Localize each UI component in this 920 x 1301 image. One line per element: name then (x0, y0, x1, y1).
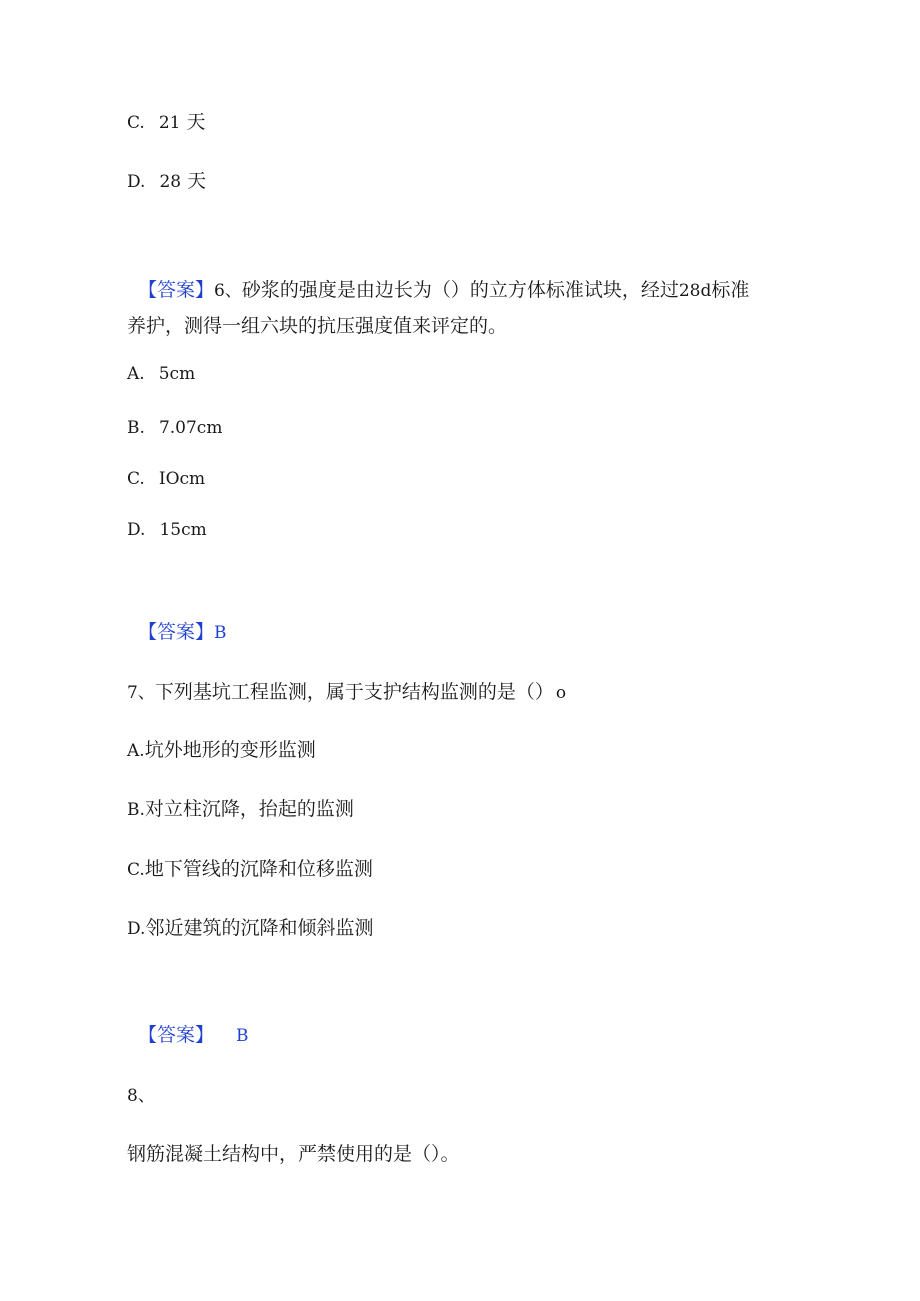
q6-option-c (127, 466, 205, 491)
option-letter: B. (127, 800, 145, 820)
question-stem: 钢筋混凝土结构中，严禁使用的是（）。 (127, 1143, 460, 1165)
answer-label: 【答案】 (138, 1024, 215, 1046)
option-letter: C. (127, 860, 145, 880)
option-letter: C. (127, 469, 145, 489)
q5-option-d (127, 169, 206, 194)
q6-option-b (127, 415, 222, 440)
question-stem-number: 28d (678, 281, 712, 301)
question-number: 7、 (127, 683, 155, 703)
option-unit: 天 (186, 111, 206, 133)
question-stem: 下列基坑工程监测，属于支护结构监测的是（） (154, 681, 554, 703)
option-text: 5cm (158, 364, 196, 384)
option-text: 邻近建筑的沉降和倾斜监测 (145, 917, 374, 939)
q6-stem-line1 (138, 278, 749, 303)
option-letter: C. (127, 113, 145, 133)
q7-stem (127, 680, 566, 705)
option-text: 7.07cm (158, 418, 223, 438)
q5-option-c (127, 110, 206, 135)
option-text: 地下管线的沉降和位移监测 (144, 858, 373, 880)
q7-option-a (127, 738, 316, 763)
option-value: 21 (158, 113, 181, 133)
answer-label: 【答案】 (138, 621, 215, 643)
q7-option-b (127, 797, 354, 822)
question-stem-end: 标准 (711, 279, 750, 301)
answer-value: B (214, 623, 227, 643)
q7-option-d (127, 916, 373, 941)
q7-answer (138, 1023, 249, 1048)
option-text: 对立柱沉降，抬起的监测 (144, 798, 354, 820)
q6-option-d (127, 517, 207, 542)
option-letter: B. (127, 418, 145, 438)
answer-tag: 【答案】 (138, 279, 215, 301)
option-text: 15cm (159, 520, 207, 540)
answer-value: B (236, 1026, 249, 1046)
option-letter: A. (127, 364, 145, 384)
option-letter: A. (127, 741, 145, 761)
q6-answer (138, 620, 227, 645)
option-value: 28 (159, 172, 182, 192)
question-number: 6、 (214, 281, 242, 301)
question-stem-tail: o (555, 683, 567, 703)
question-number: 8、 (127, 1086, 155, 1106)
question-stem: 养护，测得一组六块的抗压强度值来评定的。 (127, 315, 508, 337)
q6-option-a (127, 361, 195, 386)
q8-number (127, 1083, 155, 1108)
q8-stem (127, 1142, 460, 1166)
option-letter: D. (127, 919, 146, 939)
option-unit: 天 (187, 170, 207, 192)
question-stem: 砂浆的强度是由边长为（）的立方体标准试块，经过 (241, 279, 679, 301)
option-text: IOcm (158, 469, 206, 489)
option-letter: D. (127, 172, 146, 192)
q6-stem-line2 (127, 314, 507, 338)
q7-option-c (127, 857, 373, 882)
option-letter: D. (127, 520, 146, 540)
option-text: 坑外地形的变形监测 (144, 739, 316, 761)
